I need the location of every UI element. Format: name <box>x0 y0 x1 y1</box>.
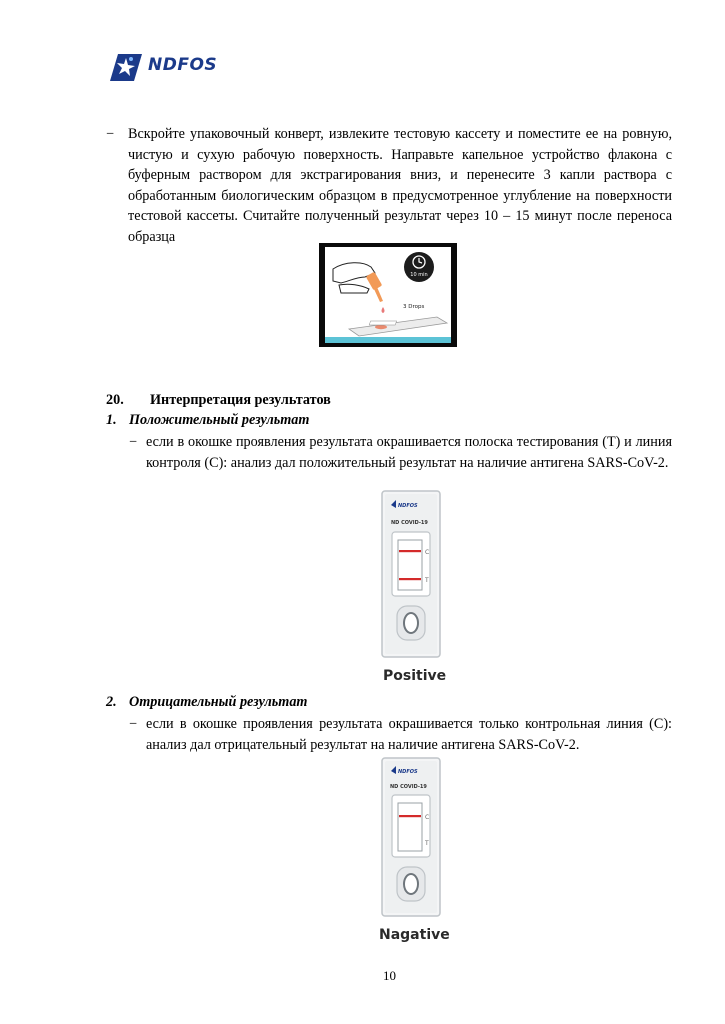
device-label: ND COVID-19 <box>391 520 428 526</box>
positive-title: Положительный результат <box>129 412 310 428</box>
t-mark: T <box>425 577 429 584</box>
bullet-dash: − <box>129 434 138 450</box>
positive-test-cassette <box>381 490 441 658</box>
page-number: 10 <box>383 968 396 983</box>
negative-test-cassette <box>381 757 441 917</box>
positive-subheading <box>106 412 309 429</box>
positive-bullet <box>129 432 672 473</box>
device-brand: NDFOS <box>398 503 418 509</box>
control-line <box>399 815 421 817</box>
negative-text: если в окошке проявления результата окрашивается только контрольная линия (C): анализ дал отрицательный результат на наличие антигена SARS-CoV-2. <box>146 716 672 753</box>
drops-label: 3 Drops <box>403 304 425 310</box>
bullet-dash: − <box>106 126 115 142</box>
negative-caption: Nagative <box>379 927 450 943</box>
positive-caption: Positive <box>383 668 447 684</box>
bullet-dash: − <box>129 716 138 732</box>
positive-number: 1. <box>106 412 117 428</box>
logo-text: NDFOS <box>148 55 218 75</box>
sample-well <box>404 874 418 894</box>
test-procedure-illustration <box>319 243 457 347</box>
negative-bullet <box>129 714 672 755</box>
test-line <box>399 578 421 580</box>
timer-label: 10 min <box>410 272 428 278</box>
c-mark: C <box>425 549 430 556</box>
negative-subheading <box>106 694 307 711</box>
instruction-paragraph <box>106 124 672 247</box>
device-label: ND COVID-19 <box>390 784 427 790</box>
negative-title: Отрицательный результат <box>129 694 308 710</box>
control-line <box>399 550 421 552</box>
c-mark: C <box>425 814 430 821</box>
section-title: Интерпретация результатов <box>150 392 331 408</box>
positive-text: если в окошке проявления результата окрашивается полоска тестирования (T) и линия контроля (C): анализ дал положительный результат на наличие антигена SARS-CoV-2. <box>146 434 672 471</box>
negative-number: 2. <box>106 694 117 710</box>
instruction-text: Вскройте упаковочный конверт, извлеките тестовую кассету и поместите ее на ровную, чистую и сухую рабочую поверхность. Направьте капельное устройство флакона с буферным раствором для экстрагирования вниз, и перенесите 3 капли раствора с обработанным биологическим образцом в предусмотренное углубление на поверхности тестовой кассеты. Считайте полученный результат через 10 – 15 минут после переноса образца <box>128 126 672 245</box>
device-brand: NDFOS <box>398 769 418 775</box>
section-heading <box>106 392 331 409</box>
sample-well <box>404 613 418 633</box>
section-number: 20. <box>106 392 124 408</box>
t-mark: T <box>425 840 429 847</box>
